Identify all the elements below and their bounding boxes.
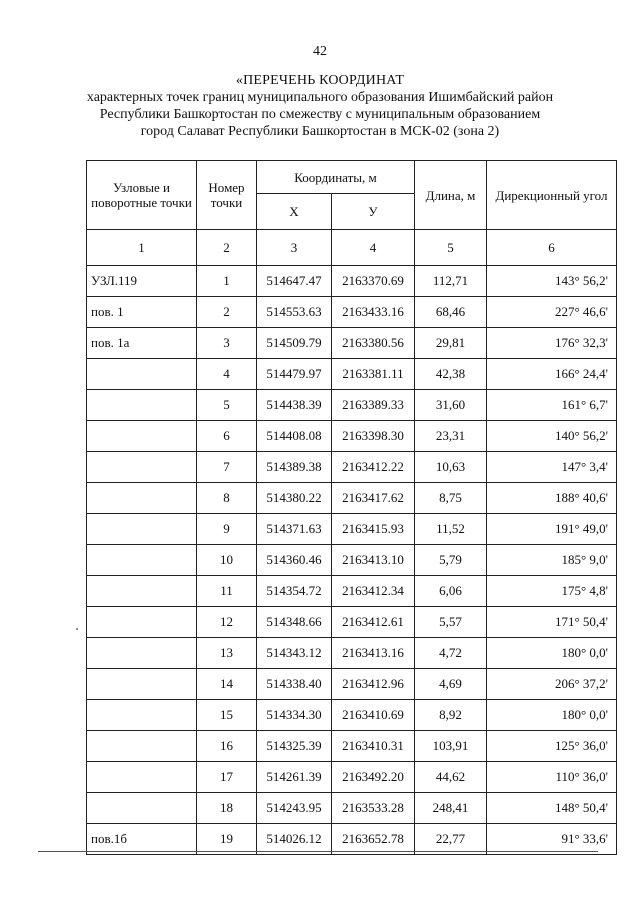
- header-direction-angle: Дирекционный угол: [487, 161, 617, 230]
- cell-angle: 125° 36,0': [487, 731, 617, 762]
- cell-point-number: 18: [197, 793, 257, 824]
- cell-point-number: 2: [197, 297, 257, 328]
- cell-y: 2163417.62: [332, 483, 415, 514]
- cell-x: 514438.39: [257, 390, 332, 421]
- table-row: [87, 297, 617, 328]
- cell-node-point: [87, 545, 197, 576]
- cell-x: 514325.39: [257, 731, 332, 762]
- cell-y: 2163410.69: [332, 700, 415, 731]
- table-row: [87, 824, 617, 855]
- cell-x: 514243.95: [257, 793, 332, 824]
- bottom-divider: [38, 851, 598, 852]
- cell-length: 8,92: [415, 700, 487, 731]
- cell-angle: 206° 37,2': [487, 669, 617, 700]
- cell-length: 11,52: [415, 514, 487, 545]
- page-number: 42: [313, 44, 327, 59]
- cell-angle: 180° 0,0': [487, 700, 617, 731]
- cell-point-number: 14: [197, 669, 257, 700]
- cell-x: 514334.30: [257, 700, 332, 731]
- cell-x: 514354.72: [257, 576, 332, 607]
- cell-point-number: 8: [197, 483, 257, 514]
- header-x: Х: [257, 194, 332, 230]
- table-row: [87, 607, 617, 638]
- cell-point-number: 19: [197, 824, 257, 855]
- table-row: [87, 762, 617, 793]
- cell-x: 514261.39: [257, 762, 332, 793]
- cell-x: 514371.63: [257, 514, 332, 545]
- cell-x: 514509.79: [257, 328, 332, 359]
- cell-point-number: 12: [197, 607, 257, 638]
- cell-y: 2163433.16: [332, 297, 415, 328]
- table-row: [87, 328, 617, 359]
- cell-y: 2163413.16: [332, 638, 415, 669]
- cell-point-number: 16: [197, 731, 257, 762]
- cell-length: 44,62: [415, 762, 487, 793]
- cell-length: 4,72: [415, 638, 487, 669]
- table-row: [87, 452, 617, 483]
- cell-y: 2163412.22: [332, 452, 415, 483]
- cell-point-number: 7: [197, 452, 257, 483]
- cell-x: 514360.46: [257, 545, 332, 576]
- cell-length: 248,41: [415, 793, 487, 824]
- column-number: 2: [197, 230, 257, 266]
- table-row: [87, 359, 617, 390]
- header-length: Длина, м: [415, 161, 487, 230]
- cell-length: 10,63: [415, 452, 487, 483]
- cell-node-point: [87, 607, 197, 638]
- cell-length: 8,75: [415, 483, 487, 514]
- table-row: [87, 390, 617, 421]
- cell-length: 5,57: [415, 607, 487, 638]
- cell-node-point: [87, 762, 197, 793]
- cell-y: 2163381.11: [332, 359, 415, 390]
- cell-length: 112,71: [415, 266, 487, 297]
- cell-point-number: 6: [197, 421, 257, 452]
- cell-y: 2163412.34: [332, 576, 415, 607]
- title-line-4: город Салават Республики Башкортостан в МСК-02 (зона 2): [140, 124, 500, 139]
- cell-point-number: 10: [197, 545, 257, 576]
- cell-y: 2163380.56: [332, 328, 415, 359]
- cell-y: 2163412.96: [332, 669, 415, 700]
- cell-x: 514343.12: [257, 638, 332, 669]
- cell-node-point: [87, 421, 197, 452]
- cell-angle: 175° 4,8': [487, 576, 617, 607]
- cell-node-point: [87, 669, 197, 700]
- table-row: [87, 700, 617, 731]
- cell-length: 103,91: [415, 731, 487, 762]
- cell-angle: 227° 46,6': [487, 297, 617, 328]
- table-row: [87, 266, 617, 297]
- cell-node-point: [87, 731, 197, 762]
- title-line-3: Республики Башкортостан по смежеству с муниципальным образованием: [99, 107, 541, 122]
- cell-node-point: [87, 638, 197, 669]
- cell-node-point: [87, 514, 197, 545]
- cell-x: 514647.47: [257, 266, 332, 297]
- cell-node-point: [87, 359, 197, 390]
- title-line-2: характерных точек границ муниципального образования Ишимбайский район: [86, 90, 554, 105]
- cell-length: 22,77: [415, 824, 487, 855]
- cell-angle: 176° 32,3': [487, 328, 617, 359]
- column-number: 6: [487, 230, 617, 266]
- cell-x: 514553.63: [257, 297, 332, 328]
- cell-node-point: [87, 793, 197, 824]
- cell-point-number: 1: [197, 266, 257, 297]
- table-row: [87, 514, 617, 545]
- cell-node-point: пов. 1: [87, 297, 197, 328]
- cell-node-point: пов.1б: [87, 824, 197, 855]
- cell-length: 23,31: [415, 421, 487, 452]
- document-title: [60, 72, 580, 140]
- cell-y: 2163370.69: [332, 266, 415, 297]
- cell-angle: 191° 49,0': [487, 514, 617, 545]
- cell-node-point: [87, 700, 197, 731]
- cell-x: 514348.66: [257, 607, 332, 638]
- cell-point-number: 13: [197, 638, 257, 669]
- cell-y: 2163652.78: [332, 824, 415, 855]
- cell-angle: 148° 50,4': [487, 793, 617, 824]
- cell-point-number: 11: [197, 576, 257, 607]
- column-number: 4: [332, 230, 415, 266]
- cell-angle: 185° 9,0': [487, 545, 617, 576]
- cell-length: 42,38: [415, 359, 487, 390]
- table-row: [87, 793, 617, 824]
- cell-length: 29,81: [415, 328, 487, 359]
- cell-angle: 110° 36,0': [487, 762, 617, 793]
- cell-y: 2163412.61: [332, 607, 415, 638]
- cell-point-number: 17: [197, 762, 257, 793]
- table-row: [87, 638, 617, 669]
- cell-length: 5,79: [415, 545, 487, 576]
- cell-point-number: 3: [197, 328, 257, 359]
- cell-length: 68,46: [415, 297, 487, 328]
- header-point-number: Номер точки: [197, 161, 257, 230]
- cell-x: 514479.97: [257, 359, 332, 390]
- cell-y: 2163410.31: [332, 731, 415, 762]
- cell-x: 514026.12: [257, 824, 332, 855]
- cell-angle: 188° 40,6': [487, 483, 617, 514]
- cell-y: 2163398.30: [332, 421, 415, 452]
- cell-x: 514338.40: [257, 669, 332, 700]
- cell-point-number: 4: [197, 359, 257, 390]
- cell-point-number: 15: [197, 700, 257, 731]
- cell-y: 2163492.20: [332, 762, 415, 793]
- cell-point-number: 9: [197, 514, 257, 545]
- cell-angle: 171° 50,4': [487, 607, 617, 638]
- header-coordinates: Координаты, м: [257, 161, 415, 194]
- table-row: [87, 483, 617, 514]
- cell-x: 514380.22: [257, 483, 332, 514]
- cell-length: 4,69: [415, 669, 487, 700]
- cell-point-number: 5: [197, 390, 257, 421]
- cell-node-point: [87, 483, 197, 514]
- table-row: [87, 421, 617, 452]
- column-number: 5: [415, 230, 487, 266]
- table-row: [87, 669, 617, 700]
- cell-angle: 140° 56,2': [487, 421, 617, 452]
- table-row: [87, 545, 617, 576]
- cell-y: 2163389.33: [332, 390, 415, 421]
- cell-y: 2163415.93: [332, 514, 415, 545]
- cell-angle: 166° 24,4': [487, 359, 617, 390]
- title-line-1: «ПЕРЕЧЕНЬ КООРДИНАТ: [235, 73, 405, 88]
- cell-length: 31,60: [415, 390, 487, 421]
- scan-artifact-dot: [76, 628, 78, 630]
- header-y: У: [332, 194, 415, 230]
- table-row: [87, 576, 617, 607]
- cell-y: 2163533.28: [332, 793, 415, 824]
- cell-angle: 147° 3,4': [487, 452, 617, 483]
- table-row: [87, 731, 617, 762]
- cell-y: 2163413.10: [332, 545, 415, 576]
- cell-node-point: пов. 1а: [87, 328, 197, 359]
- column-number: 1: [87, 230, 197, 266]
- cell-length: 6,06: [415, 576, 487, 607]
- coordinates-table: [86, 160, 617, 855]
- cell-node-point: [87, 576, 197, 607]
- column-number: 3: [257, 230, 332, 266]
- column-numbers-row: [87, 230, 617, 266]
- cell-node-point: [87, 452, 197, 483]
- cell-node-point: [87, 390, 197, 421]
- cell-x: 514389.38: [257, 452, 332, 483]
- cell-angle: 161° 6,7': [487, 390, 617, 421]
- cell-node-point: УЗЛ.119: [87, 266, 197, 297]
- header-node-points: Узловые и поворотные точки: [87, 161, 197, 230]
- cell-angle: 180° 0,0': [487, 638, 617, 669]
- cell-angle: 91° 33,6': [487, 824, 617, 855]
- cell-x: 514408.08: [257, 421, 332, 452]
- cell-angle: 143° 56,2': [487, 266, 617, 297]
